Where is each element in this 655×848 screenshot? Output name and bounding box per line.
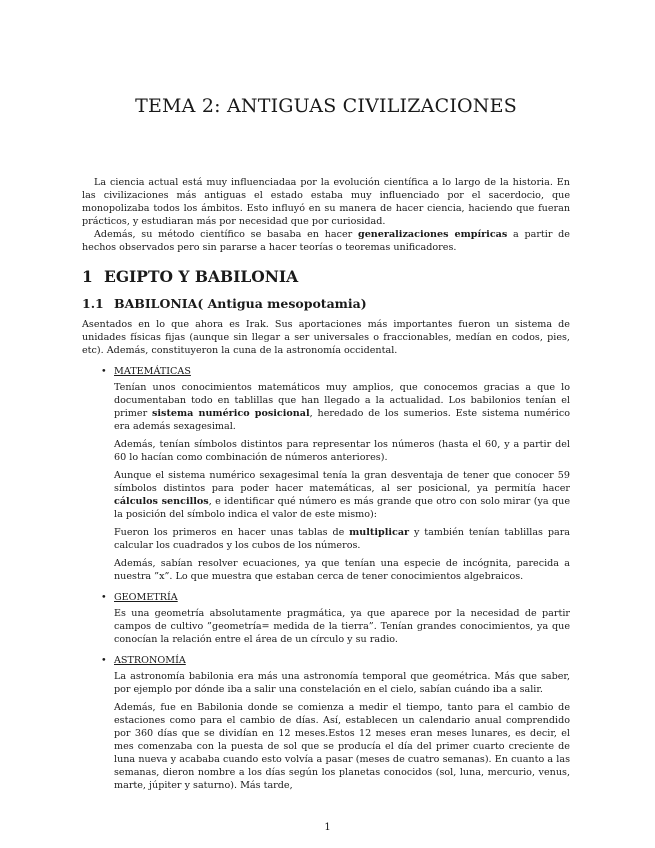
item-text: Tenían unos conocimientos matemáticos muy amplios, que conocemos gracias a que lo documentaban todo en tablillas que han llegado a la actualidad. Los babilonios tenían el primer — [114, 382, 570, 419]
item-text: Aunque el sistema numérico sexagesimal tenía la gran desventaja de tener que conocer 59 símbolos distintos para poder hacer matemáticas, al ser posicional, ya permitía hacer — [114, 470, 570, 494]
list-item-astronomia — [82, 654, 570, 792]
item-paragraph: Además, fue en Babilonia donde se comienza a medir el tiempo, tanto para el cambio de estaciones como para el cambio de días. Así, establecen un calendario anual comprendido por 360 días que se dividían en 12 meses.Estos 12 meses eran meses lunares, es decir, el mes comenzaba con la puesta de sol que se producía el día del primer cuarto creciente de luna nueva y acababa cuando esto volvía a pasar (meses de cuatro semanas). En cuanto a las semanas, dieron nombre a los días según los planetas conocidos (sol, luna, mercurio, venus, marte, júpiter y saturno). Más tarde, — [114, 702, 570, 791]
subsection-heading — [82, 296, 367, 311]
item-bold-term: cálculos sencillos — [114, 496, 209, 507]
bullet: • — [101, 366, 107, 377]
section-number: 1 — [82, 267, 93, 286]
document-title: TEMA 2: ANTIGUAS CIVILIZACIONES — [135, 95, 517, 117]
item-text: , e identificar qué número es más grande que otro con solo mirar (ya que la posición del símbolo indica el valor de este mismo): — [114, 496, 570, 520]
item-paragraph: La astronomía babilonia era más una astronomía temporal que geométrica. Más que saber, por ejemplo por dónde iba a salir una constelación en el cielo, sabían cuándo iba a salir. — [114, 671, 570, 695]
item-text: , heredado de los sumerios. Este sistema numérico era además sexagesimal. — [114, 408, 570, 432]
item-paragraph: Además, tenían símbolos distintos para representar los números (hasta el 60, y a partir del 60 lo hacían como combinación de números anteriores). — [114, 439, 570, 463]
intro-bold-term: generalizaciones empíricas — [358, 229, 508, 240]
item-paragraph — [114, 381, 570, 433]
intro-paragraph-2 — [82, 228, 570, 254]
item-paragraph: Además, sabían resolver ecuaciones, ya que tenían una especie de incógnita, parecida a nuestra ”x”. Lo que muestra que estaban cerca de tener conocimientos algebraicos. — [114, 558, 570, 582]
subsection-title: BABILONIA( Antigua mesopotamia) — [114, 296, 367, 311]
intro-paragraph-1: La ciencia actual está muy influenciadaa por la evolución científica a lo largo de la historia. En las civilizaciones más antiguas el estado estaba muy influenciado por el sacerdocio, que monopolizaba todos los ámbitos. Esto influyó en su manera de hacer ciencia, haciendo que fueran prácticos, y estudiaran más por necesidad que por curiosidad. — [82, 177, 570, 227]
lead-paragraph: Asentados en lo que ahora es Irak. Sus aportaciones más importantes fueron un sistema de unidades físicas fijas (aunque sin llegar a ser universales o fraccionables, medían en codos, pies, etc). Además, constituyeron la cuna de la astronomía occidental. — [82, 319, 570, 356]
bullet: • — [101, 655, 107, 666]
section-title: EGIPTO Y BABILONIA — [104, 267, 299, 286]
subsection-number: 1.1 — [82, 296, 104, 311]
intro-text: a partir de hechos observados pero sin pararse a hacer teorías o teoremas unificadores. — [82, 229, 570, 253]
section-body — [82, 318, 570, 792]
intro-text: Además, su método científico se basaba en hacer — [94, 229, 358, 240]
item-paragraph — [114, 469, 570, 521]
item-heading: GEOMETRÍA — [114, 592, 178, 603]
list-item-geometria — [82, 591, 570, 646]
item-bold-term: multiplicar — [349, 527, 410, 538]
item-text: y también tenían tablillas para calcular los cuadrados y los cubos de los números. — [114, 527, 571, 551]
item-bold-term: sistema numérico posicional — [152, 408, 310, 419]
item-text: Fueron los primeros en hacer unas tablas de — [114, 527, 350, 538]
section-heading — [82, 268, 298, 286]
item-heading: ASTRONOMÍA — [114, 655, 186, 666]
item-heading: MATEMÁTICAS — [114, 366, 191, 377]
list-item-matematicas — [82, 365, 570, 583]
bullet: • — [101, 592, 107, 603]
item-paragraph — [114, 526, 570, 552]
item-paragraph: Es una geometría absolutamente pragmática, ya que aparece por la necesidad de partir campos de cultivo ”geometría= medida de la tierra”. Tenían grandes conocimientos, ya que conocían la relación entre el área de un círculo y su radio. — [114, 608, 570, 645]
intro-block — [82, 176, 570, 254]
page-number: 1 — [324, 822, 331, 833]
